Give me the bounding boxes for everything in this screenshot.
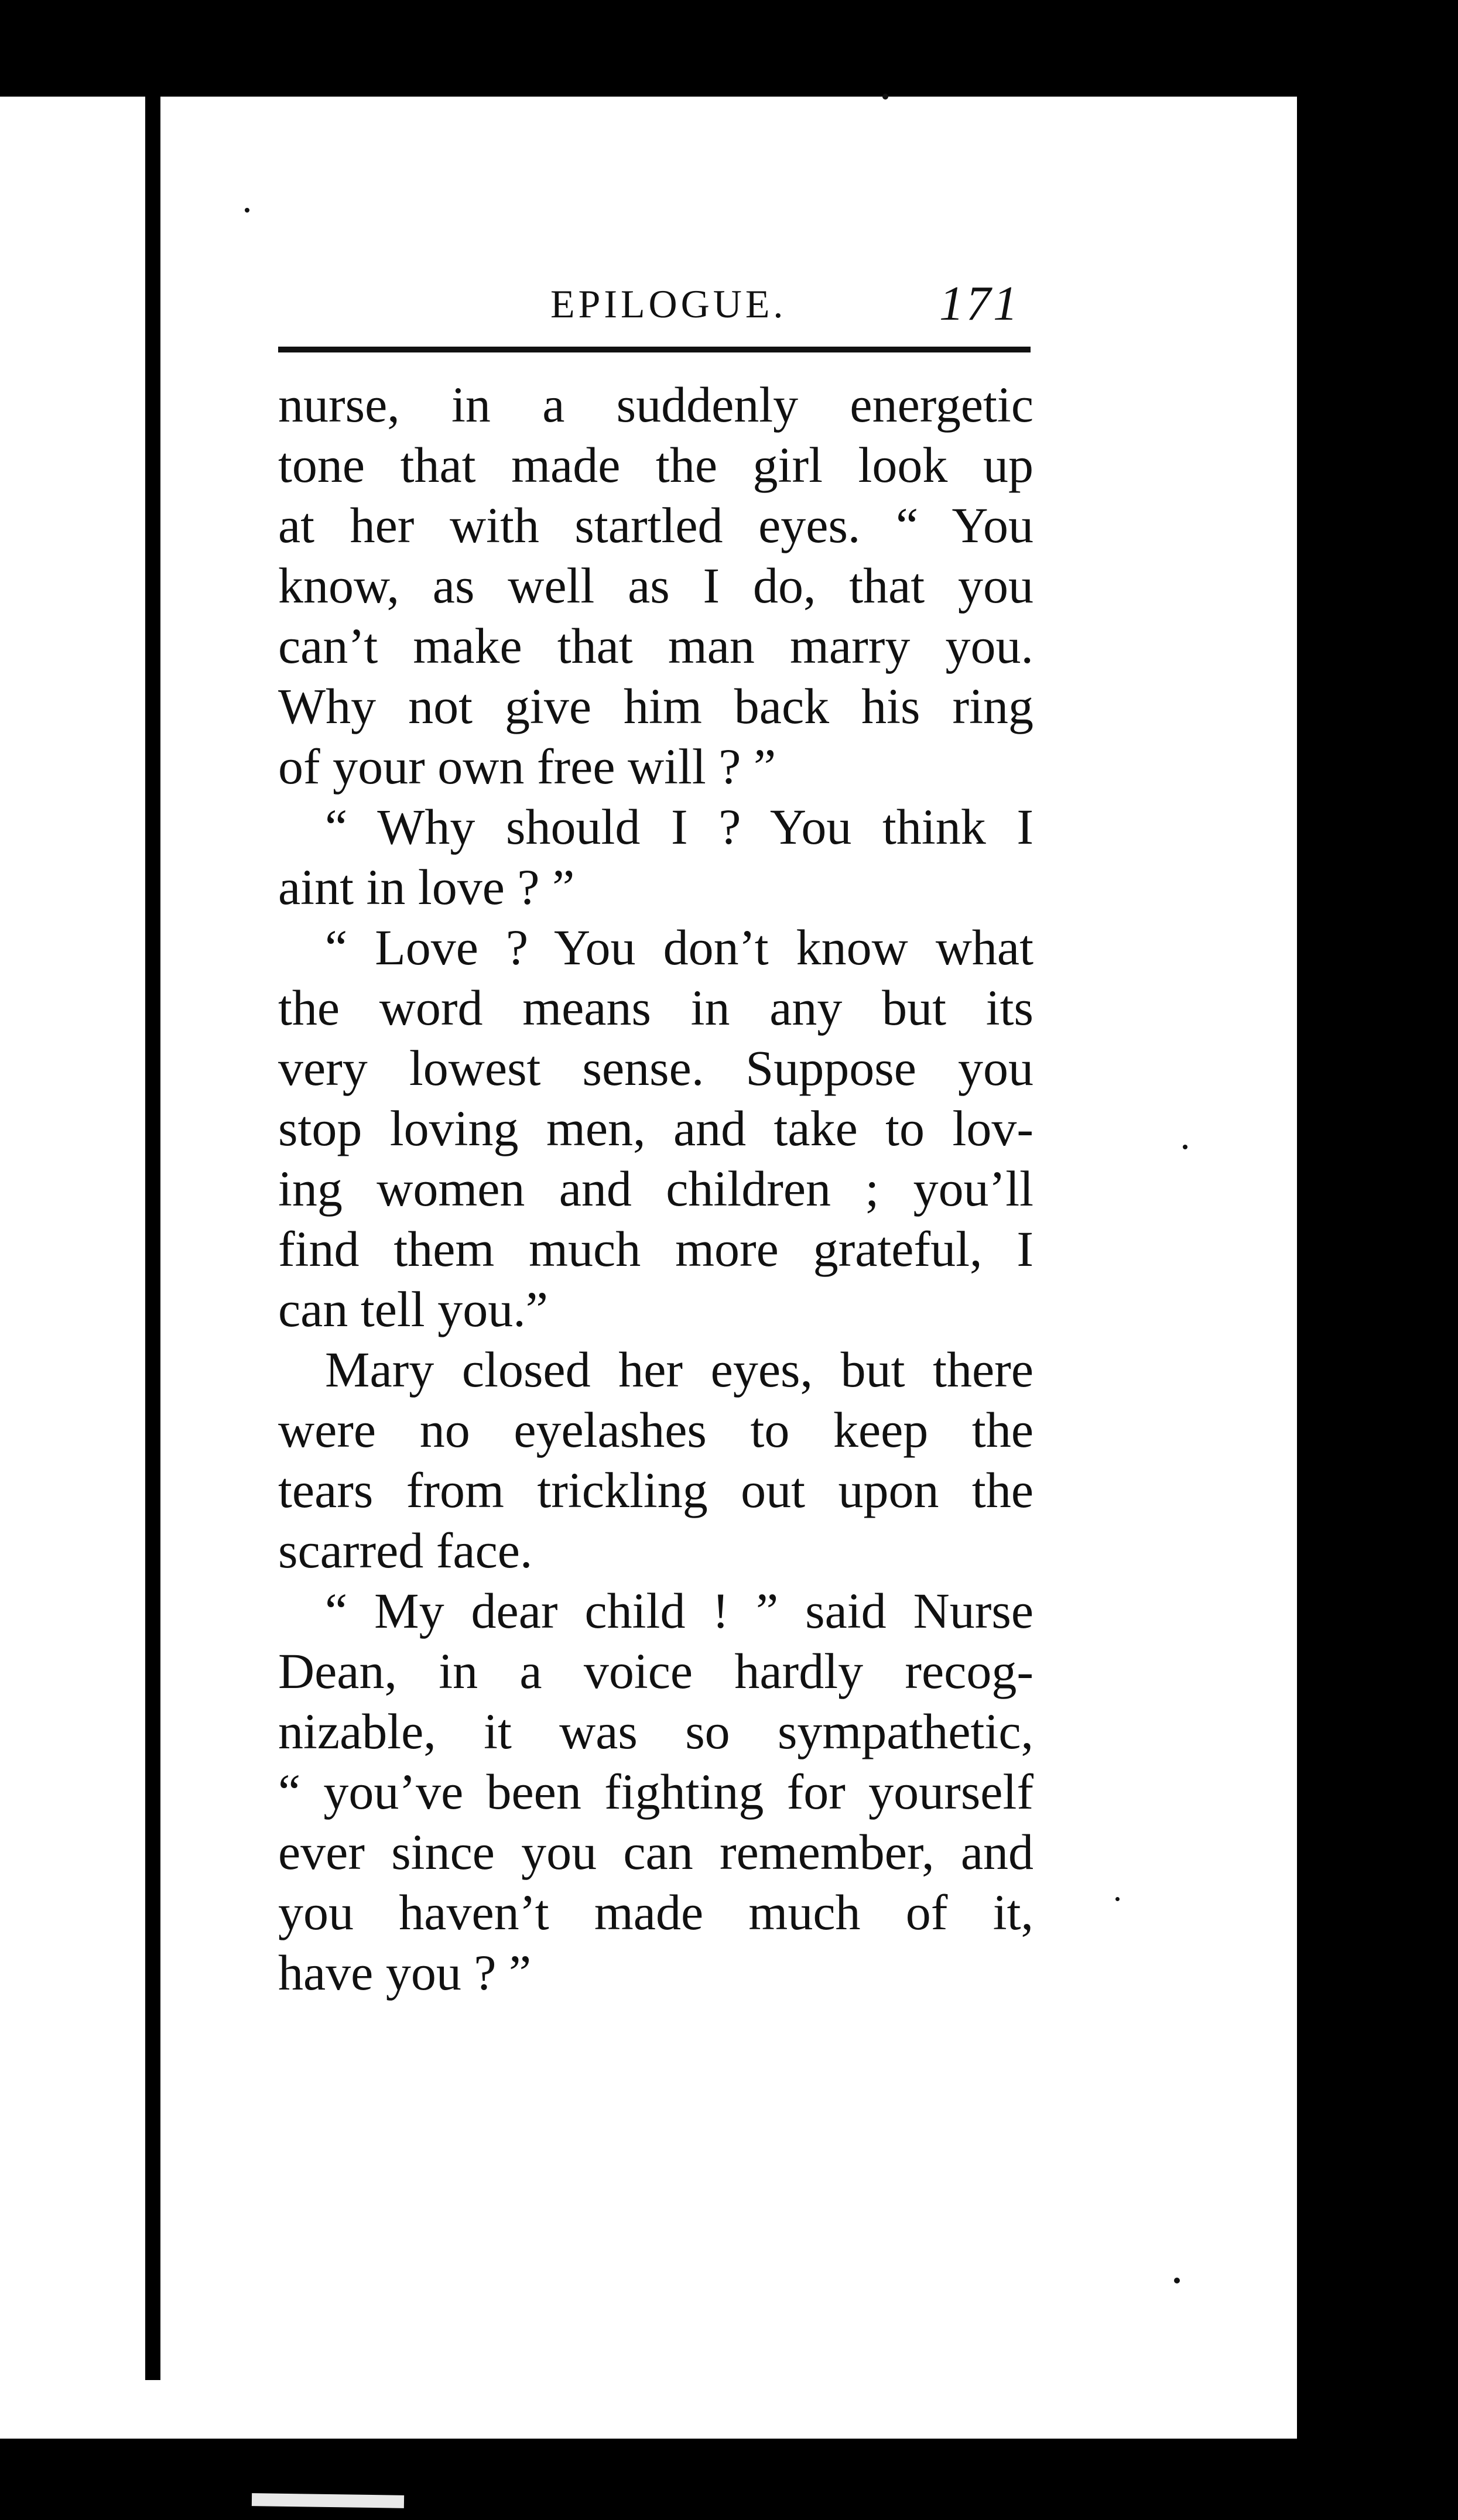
- text-line: nizable, it was so sympathetic,: [278, 1703, 1033, 1759]
- text-line: nurse, in a suddenly energetic: [278, 376, 1033, 433]
- text-line: aint in love ? ”: [278, 859, 575, 915]
- paragraph: [278, 917, 1033, 1340]
- page-number: 171: [939, 276, 1020, 331]
- text-line: were no eyelashes to keep the: [278, 1402, 1033, 1458]
- text-line: Mary closed her eyes, but there: [325, 1341, 1033, 1398]
- page-gutter-shadow: [145, 97, 160, 2380]
- running-header: [278, 258, 1031, 345]
- text-line: scarred face.: [278, 1522, 533, 1579]
- text-line: “ you’ve been fighting for yourself: [278, 1764, 1033, 1820]
- text-line: “ My dear child ! ” said Nurse: [325, 1583, 1033, 1639]
- text-line: ing women and children ; you’ll: [278, 1160, 1033, 1217]
- text-line: of your own free will ? ”: [278, 738, 776, 795]
- paragraph: [278, 1340, 1033, 1581]
- text-line: Dean, in a voice hardly recog-: [278, 1643, 1033, 1699]
- text-line: stop loving men, and take to lov-: [278, 1100, 1033, 1156]
- text-line: “ Why should I ? You think I: [325, 799, 1033, 855]
- text-line: tone that made the girl look up: [278, 437, 1033, 493]
- text-line: know, as well as I do, that you: [278, 557, 1033, 614]
- paragraph: [278, 1581, 1033, 2003]
- text-line: “ Love ? You don’t know what: [325, 919, 1033, 975]
- text-line: the word means in any but its: [278, 980, 1033, 1036]
- scan-speck: [882, 94, 888, 100]
- text-line: can tell you.”: [278, 1281, 548, 1337]
- scan-speck: [245, 208, 249, 213]
- text-line: find them much more grateful, I: [278, 1221, 1033, 1277]
- scan-speck: [1183, 1145, 1187, 1149]
- text-line: have you ? ”: [278, 1944, 532, 2001]
- scan-speck: [1174, 2278, 1180, 2283]
- text-line: can’t make that man marry you.: [278, 618, 1033, 674]
- paragraph: [278, 797, 1033, 917]
- running-title: EPILOGUE.: [550, 282, 787, 326]
- header-rule: [278, 347, 1031, 352]
- scan-speck: [1115, 1897, 1120, 1901]
- text-line: you haven’t made much of it,: [278, 1884, 1033, 1940]
- text-line: Why not give him back his ring: [278, 678, 1033, 734]
- scan-edge-mark: [252, 2493, 404, 2508]
- text-line: very lowest sense. Suppose you: [278, 1040, 1033, 1096]
- text-line: at her with startled eyes. “ You: [278, 497, 1033, 553]
- text-line: ever since you can remember, and: [278, 1824, 1033, 1880]
- text-line: tears from trickling out upon the: [278, 1462, 1033, 1518]
- paragraph: [278, 375, 1033, 797]
- body-text: [278, 375, 1033, 2003]
